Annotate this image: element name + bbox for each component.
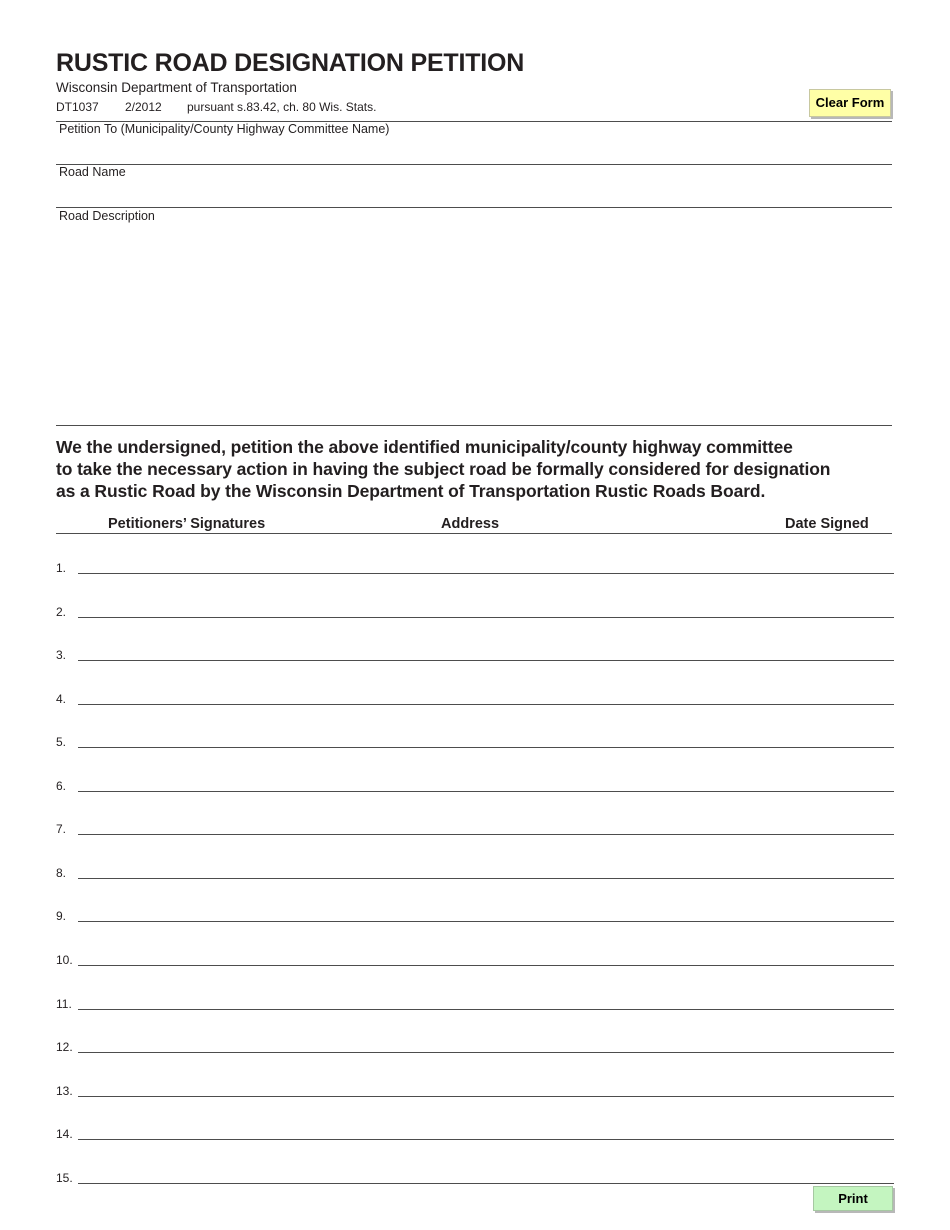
- signature-line[interactable]: [78, 1096, 894, 1097]
- row-number: 3.: [56, 648, 67, 662]
- road-description-input[interactable]: [59, 226, 893, 424]
- signature-line[interactable]: [78, 965, 894, 966]
- road-name-label: Road Name: [59, 165, 126, 179]
- statement-line: We the undersigned, petition the above identified municipality/county highway committee: [56, 437, 793, 457]
- divider: [56, 164, 892, 165]
- column-header-date-signed: Date Signed: [785, 516, 869, 532]
- signature-line[interactable]: [78, 921, 894, 922]
- table-header-divider: [56, 533, 892, 534]
- road-description-label: Road Description: [59, 209, 155, 223]
- form-number: DT1037: [56, 100, 99, 114]
- row-number: 13.: [56, 1084, 73, 1098]
- road-name-input[interactable]: [59, 181, 893, 207]
- clear-form-button[interactable]: Clear Form: [809, 89, 891, 117]
- petition-statement: [56, 436, 906, 502]
- signature-line[interactable]: [78, 660, 894, 661]
- column-header-signatures: Petitioners’ Signatures: [108, 516, 266, 532]
- row-number: 12.: [56, 1040, 73, 1054]
- signature-line[interactable]: [78, 878, 894, 879]
- statement-line: as a Rustic Road by the Wisconsin Department of Transportation Rustic Roads Board.: [56, 481, 766, 501]
- revision-date: 2/2012: [125, 100, 162, 114]
- row-number: 15.: [56, 1171, 73, 1185]
- row-number: 5.: [56, 735, 67, 749]
- row-number: 14.: [56, 1127, 73, 1141]
- column-header-address: Address: [441, 516, 500, 532]
- row-number: 10.: [56, 953, 73, 967]
- petition-to-label: Petition To (Municipality/County Highway Committee Name): [59, 122, 390, 136]
- signature-line[interactable]: [78, 1052, 894, 1053]
- signature-line[interactable]: [78, 791, 894, 792]
- statement-line: to take the necessary action in having the subject road be formally considered for designation: [56, 459, 831, 479]
- print-button[interactable]: Print: [813, 1186, 893, 1211]
- signature-line[interactable]: [78, 704, 894, 705]
- signature-line[interactable]: [78, 747, 894, 748]
- row-number: 9.: [56, 909, 67, 923]
- row-number: 7.: [56, 822, 67, 836]
- signature-line[interactable]: [78, 617, 894, 618]
- row-number: 4.: [56, 692, 67, 706]
- row-number: 8.: [56, 866, 67, 880]
- row-number: 2.: [56, 605, 67, 619]
- statute-reference: pursuant s.83.42, ch. 80 Wis. Stats.: [187, 100, 377, 114]
- row-number: 1.: [56, 561, 67, 575]
- row-number: 6.: [56, 779, 67, 793]
- divider: [56, 207, 892, 208]
- form-title: RUSTIC ROAD DESIGNATION PETITION: [56, 49, 525, 77]
- signature-line[interactable]: [78, 1183, 894, 1184]
- signature-line[interactable]: [78, 1009, 894, 1010]
- agency-name: Wisconsin Department of Transportation: [56, 80, 297, 95]
- row-number: 11.: [56, 997, 72, 1011]
- signature-line[interactable]: [78, 1139, 894, 1140]
- petition-to-input[interactable]: [59, 138, 893, 164]
- signature-line[interactable]: [78, 834, 894, 835]
- divider: [56, 425, 892, 426]
- signature-line[interactable]: [78, 573, 894, 574]
